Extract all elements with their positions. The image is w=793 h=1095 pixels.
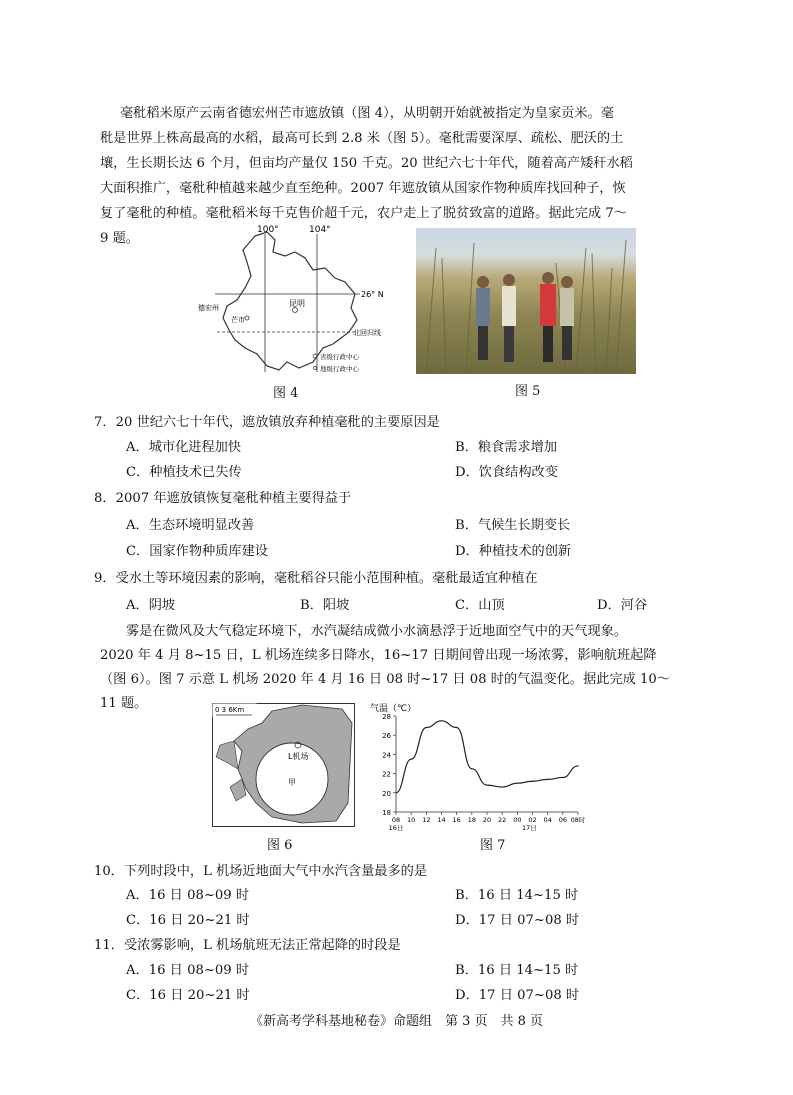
q11-stem: 11．受浓雾影响，L 机场航班无法正常起降的时段是 [94,938,401,953]
intro1-line-5: 复了毫秕的种植。毫秕稻米每千克售价超千元，农户走上了脱贫致富的道路。据此完成 7～ [100,206,627,221]
temperature-point [456,727,457,728]
figure-4-map [195,222,384,377]
q8-option-a[interactable]: A．生态环境明显改善 [126,518,255,533]
airport-label: L机场 [288,752,309,761]
temperature-line [396,721,578,793]
q8-option-d[interactable]: D．种植技术的创新 [455,544,572,559]
y-axis-label: 气温（℃） [370,704,417,714]
page-footer: 《新高考学科基地秘卷》命题组 第 3 页 共 8 页 [249,1014,544,1029]
q7-option-c[interactable]: C．种植技术已失传 [126,465,242,480]
figure-7-caption: 图 7 [480,838,506,853]
figure-6-caption: 图 6 [267,838,293,853]
figure-4-caption: 图 4 [273,386,299,401]
lon-label-104: 104° [309,225,331,235]
y-tick-label: 26 [382,732,391,741]
q11-option-c[interactable]: C．16 日 20~21 时 [126,988,250,1003]
lake-label: 甲 [288,778,296,787]
temperature-point [471,768,472,769]
q10-option-c[interactable]: C．16 日 20~21 时 [126,913,250,928]
q7-option-a[interactable]: A．城市化进程加快 [126,440,242,455]
q11-option-d[interactable]: D．17 日 07~08 时 [455,988,580,1003]
x-tick-label: 10 [407,816,416,824]
q11-option-b[interactable]: B．16 日 14~15 时 [455,963,579,978]
q9-option-b[interactable]: B．阳坡 [300,598,350,613]
x-tick-label: 08 [391,816,401,824]
y-tick-label: 24 [382,751,391,760]
x-tick-label: 16 [452,816,461,824]
pref-label: 德宏州 [198,304,219,312]
x-tick-label: 22 [498,816,507,824]
town-label: 芒市 [231,316,245,324]
scale-bar-label: 0 3 6Km [215,706,245,714]
q7-option-d[interactable]: D．饮食结构改变 [455,465,558,480]
temperature-point [532,781,533,782]
q11-option-a[interactable]: A．16 日 08~09 时 [126,963,250,978]
temperature-point [517,783,518,784]
lon-label-100: 100° [257,225,279,235]
intro1-line-1: 毫秕稻米原产云南省德宏州芒市遮放镇（图 4），从明朝开始就被指定为皇家贡米。毫 [120,106,614,121]
day-label-17: 17日 [521,824,537,832]
city-label: 昆明 [289,299,305,308]
q9-stem: 9．受水土等环境因素的影响，毫秕稻谷只能小范围种植。毫秕最适宜种植在 [94,571,538,586]
tropic-label: 北回归线 [353,329,381,337]
mangshi-marker [245,316,249,320]
figure-5-caption: 图 5 [515,384,541,399]
legend-provincial: 省级行政中心 [320,353,359,361]
temperature-point [486,785,487,786]
intro2-line-1: 雾是在微风及大气稳定环境下，水汽凝结成微小水滴悬浮于近地面空气中的天气现象。 [126,624,628,639]
intro2-line-4: 11 题。 [100,696,148,711]
q8-option-c[interactable]: C．国家作物种质库建设 [126,544,268,559]
rice-field-scene [416,228,636,374]
figure-7-chart [368,700,598,830]
q7-option-b[interactable]: B．粮食需求增加 [455,440,558,455]
x-tick-label: 20 [482,816,492,824]
q10-option-d[interactable]: D．17 日 07~08 时 [455,913,580,928]
yunnan-map [195,222,384,377]
intro1-line-4: 大面积推广，毫秕种植越来越少直至绝种。2007 年遮放镇从国家作物种质库找回种子，恢 [100,181,626,196]
intro1-line-3: 壤，生长期长达 6 个月，但亩均产量仅 150 千克。20 世纪六七十年代，随着高产矮秆水稻 [100,156,633,171]
q10-stem: 10．下列时段中，L 机场近地面大气中水汽含量最多的是 [94,864,428,879]
y-tick-label: 28 [382,713,391,721]
temperature-chart [368,700,598,830]
x-tick-label: 00 [513,816,522,824]
temperature-point [547,779,548,780]
figure-5-photo [416,228,636,374]
q9-option-d[interactable]: D．河谷 [597,598,648,613]
x-tick-label: 14 [437,816,446,824]
q9-option-c[interactable]: C．山顶 [455,598,505,613]
kunming-marker [293,308,298,313]
intro1-line-2: 秕是世界上株高最高的水稻，最高可长到 2.8 米（图 5）。毫秕需要深厚、疏松、肥沃的土 [100,131,624,146]
temperature-point [577,765,578,766]
temperature-point [426,727,427,728]
q9-option-a[interactable]: A．阴坡 [126,598,176,613]
figure-6-map [212,703,355,827]
q10-option-b[interactable]: B．16 日 14~15 时 [455,888,579,903]
x-tick-label: 02 [528,816,537,824]
x-tick-label: 12 [422,816,431,824]
y-tick-label: 18 [382,809,391,817]
x-tick-label: 04 [543,816,552,824]
intro2-line-2: 2020 年 4 月 8~15 日，L 机场连续多日降水，16~17 日期间曾出现一场浓雾，影响航班起降 [100,648,657,663]
x-tick-label: 08时 [570,816,586,824]
temperature-point [562,777,563,778]
y-tick-label: 22 [382,770,391,779]
x-tick-label: 06 [558,816,567,824]
q8-option-b[interactable]: B．气候生长期变长 [455,518,571,533]
intro1-line-6: 9 题。 [100,231,139,246]
lat-label: 26° N [361,290,384,299]
q8-stem: 8．2007 年遮放镇恢复毫秕种植主要得益于 [94,491,352,506]
intro2-line-3: （图 6）。图 7 示意 L 机场 2020 年 4 月 16 日 08 时~17 日 08 时的气温变化。据此完成 10～ [100,672,670,687]
temperature-point [395,792,396,793]
x-tick-label: 18 [467,816,476,824]
legend-prefectural: 地级行政中心 [320,365,359,373]
temperature-point [441,720,442,721]
day-label-16: 16日 [388,824,404,832]
people-group [476,272,574,362]
q10-option-a[interactable]: A．16 日 08~09 时 [126,888,250,903]
q7-stem: 7．20 世纪六七十年代，遮放镇放弃种植毫秕的主要原因是 [94,415,440,430]
temperature-point [502,786,503,787]
temperature-point [411,759,412,760]
y-tick-label: 20 [382,789,391,798]
airport-map [212,703,355,827]
